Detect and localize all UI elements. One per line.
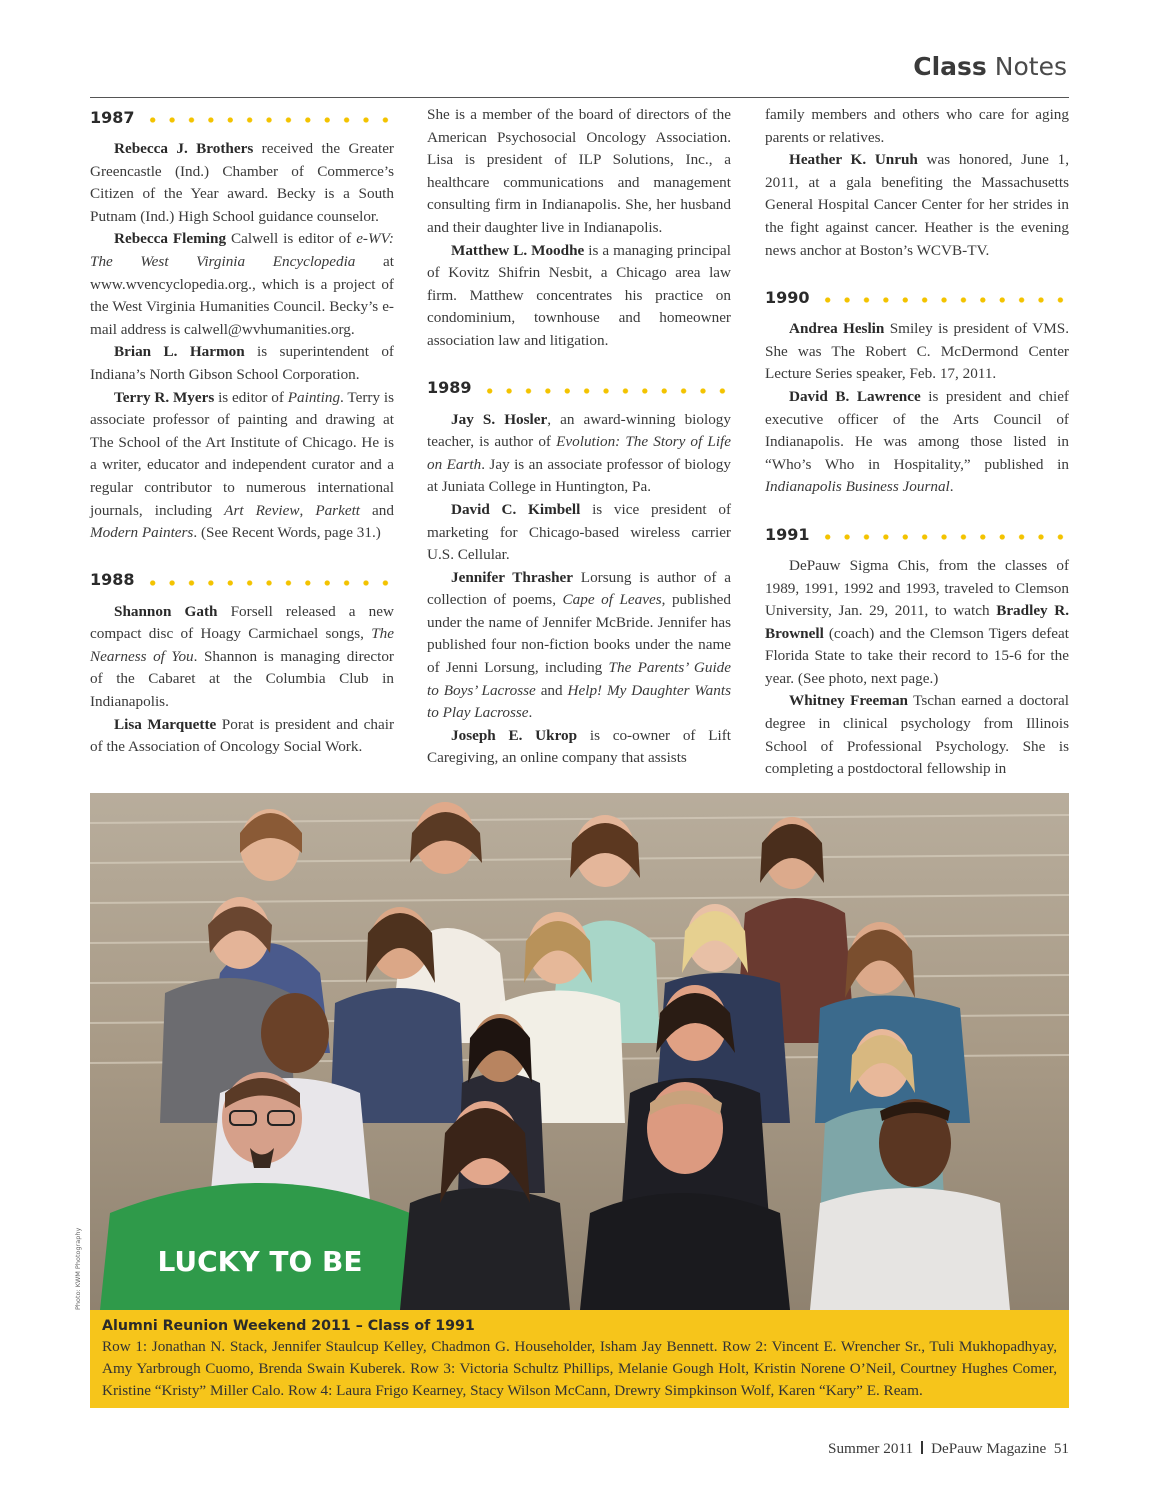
alumni-name: Lisa Marquette (114, 715, 217, 733)
caption-title: Alumni Reunion Weekend 2011 – Class of 1991 (102, 1318, 475, 1334)
publication-title: Art Review (224, 501, 300, 519)
year-label: 1989 (427, 378, 472, 398)
footer-season: Summer 2011 (828, 1440, 914, 1457)
note-text: is a managing principal of Kovitz Shifrin Nesbit, a Chicago area law firm. Matthew concentrates his practice on condominium, townhouse and homeowner association law and litigation. (427, 241, 731, 349)
year-heading-1989 (427, 375, 731, 403)
note-text: . Jay is an associate professor of biology at Juniata College in Huntington, Pa. (427, 455, 731, 496)
alumni-name: Brian L. Harmon (114, 343, 245, 361)
class-note (90, 714, 394, 759)
publication-title: Parkett (315, 501, 361, 519)
note-text: and (535, 681, 568, 699)
note-text: , published under the name of Jennifer McBride. Jennifer has published four non-fiction books under the name of Jenni Lorsung, including (427, 591, 732, 677)
note-text: is editor of (214, 388, 288, 406)
class-note (90, 387, 394, 545)
alumni-name: Heather K. Unruh (789, 151, 918, 169)
publication-title: Cape of Leaves (562, 591, 662, 609)
note-text: Lorsung is author of a collection of poems, (427, 568, 731, 609)
publication-title: e-WV: The West Virginia Encyclopedia (90, 230, 394, 270)
header-rule (90, 97, 1069, 98)
year-heading-1988 (90, 567, 394, 595)
note-text: is vice president of marketing for Chicago-based wireless carrier U.S. Cellular. (427, 500, 732, 564)
publication-title: The Nearness of You (90, 625, 394, 665)
note-text: . (949, 478, 954, 496)
photo-credit (74, 1227, 88, 1310)
year-label: 1990 (765, 287, 810, 307)
note-text: is president and chief executive officer of the Arts Council of Indianapolis. He was among those listed in “Who’s Who in Hospitality,” published in (765, 387, 1069, 473)
year-heading-1987 (90, 104, 394, 132)
page-number: 51 (1053, 1440, 1069, 1457)
note-text: , (299, 501, 316, 519)
note-text: . (528, 704, 533, 722)
alumni-name: Terry R. Myers (114, 388, 215, 406)
shirt-text: LUCKY TO BE (157, 1245, 363, 1278)
publication-title: The Parents’ Guide to Boys’ Lacrosse (427, 659, 731, 699)
class-note (427, 499, 731, 567)
header-title-bold: Class (913, 52, 987, 81)
note-text: is co-owner of Lift Caregiving, an online company that assists (427, 726, 731, 767)
publication-title: Painting (287, 388, 341, 406)
alumni-name: Joseph E. Ukrop (451, 726, 578, 744)
class-note (427, 725, 731, 770)
class-note (90, 601, 394, 714)
photo-caption (90, 1310, 1069, 1408)
class-note (90, 228, 394, 341)
publication-title: Indianapolis Business Journal (765, 478, 950, 496)
class-note (765, 318, 1069, 386)
note-text: Tschan earned a doctoral degree in clinical psychology from Illinois School of Professional Psychology. She is completing a postdoctoral fellowship in (765, 692, 1069, 778)
note-text: was honored, June 1, 2011, at a gala benefiting the Massachusetts General Hospital Cancer Center for her strides in the fight against cancer. Heather is the evening news anchor at Boston’s WCVB-TV. (765, 151, 1069, 259)
alumni-name: Bradley R. Brownell (765, 602, 1070, 642)
note-text: at www.wvencyclopedia.org., which is a project of the West Virginia Humanities Council. Becky’s e-mail address is calwell@wvhumanities.org. (90, 252, 394, 338)
year-label: 1987 (90, 107, 135, 127)
alumni-name: Jennifer Thrasher (451, 568, 573, 586)
column-1 (90, 104, 394, 759)
note-text: DePauw Sigma Chis, from the classes of 1989, 1991, 1992 and 1993, traveled to Clemson University, Jan. 29, 2011, to watch (765, 556, 1069, 620)
dot-leader (480, 387, 731, 395)
alumni-name: Whitney Freeman (789, 692, 908, 710)
alumni-name: Jay S. Hosler (451, 410, 548, 428)
note-text: Porat is president and chair of the Association of Oncology Social Work. (90, 715, 394, 756)
page-footer (828, 1440, 1069, 1458)
note-text: Calwell is editor of (226, 230, 357, 248)
header-title-rest: Notes (994, 52, 1067, 81)
note-text: Forsell released a new compact disc of Hoagy Carmichael songs, (90, 602, 394, 643)
year-label: 1988 (90, 570, 135, 590)
publication-title: Modern Painters (90, 524, 194, 542)
column-2 (427, 104, 731, 770)
publication-title: Help! My Daughter Wants to Play Lacrosse (427, 681, 731, 722)
class-note (427, 240, 731, 353)
class-note-continued (427, 104, 731, 240)
caption-text: Row 1: Jonathan N. Stack, Jennifer Staulcup Kelley, Chadmon G. Householder, Isham Jay Bennett. Row 2: Vincent E. Wrencher Sr., Tuli Mukhopadhyay, Amy Yarbrough Cuomo, Brenda Swain Kuberek. Row 3: Victoria Schultz Phillips, Melanie Gough Holt, Kristin Norene O’Neil, Courtney Hughes Comer, Kristine “Kristy” Miller Calo. Row 4: Laura Frigo Kearney, Stacy Wilson McCann, Drewry Simpkinson Wolf, Karen “Kary” E. Ream. (102, 1338, 1057, 1399)
class-note (765, 690, 1069, 780)
note-text: (coach) and the Clemson Tigers defeat Florida State to take their record to 15-6 for the year. (See photo, next page.) (765, 624, 1069, 687)
dot-leader (818, 296, 1069, 304)
dot-leader (143, 116, 394, 124)
section-header (913, 52, 1067, 81)
note-text: . Shannon is managing director of the Cabaret at the Columbia Club in Indianapolis. (90, 647, 394, 711)
class-note (765, 386, 1069, 499)
class-note (427, 567, 731, 725)
note-text: , an award-winning biology teacher, is author of (427, 410, 731, 451)
year-label: 1991 (765, 524, 810, 544)
photo-credit-text: Photo: KWM Photography (74, 1227, 82, 1310)
column-3 (765, 104, 1069, 781)
note-text: and (360, 501, 394, 519)
note-text: received the Greater Greencastle (Ind.) Chamber of Commerce’s Citizen of the Year award. Becky is a South Putnam (Ind.) High School guidance counselor. (90, 140, 394, 225)
class-note-continued (765, 104, 1069, 149)
note-text: is superintendent of Indiana’s North Gibson School Corporation. (90, 343, 394, 383)
note-text: . (See Recent Words, page 31.) (193, 524, 381, 542)
dot-leader (143, 579, 394, 587)
footer-magazine: DePauw Magazine (931, 1440, 1047, 1457)
class-note (427, 409, 731, 499)
group-photo (90, 793, 1069, 1310)
alumni-name: Rebecca J. Brothers (114, 140, 254, 157)
alumni-name: Matthew L. Moodhe (451, 241, 585, 259)
note-text: family members and others who care for aging parents or relatives. (765, 106, 1069, 146)
alumni-name: David B. Lawrence (789, 387, 921, 405)
footer-separator (921, 1441, 923, 1454)
class-note (765, 149, 1069, 262)
year-heading-1991 (765, 521, 1069, 549)
dot-leader (818, 533, 1069, 541)
note-text: She is a member of the board of directors of the American Psychosocial Oncology Association. Lisa is president of ILP Solutions, Inc., a healthcare communications and management consulting firm in Indianapolis. She, her husband and their daughter live in Indianapolis. (427, 106, 731, 236)
note-text: Smiley is president of VMS. She was The Robert C. McDermond Center Lecture Series speaker, Feb. 17, 2011. (765, 320, 1069, 383)
class-note (90, 138, 394, 228)
alumni-name: Rebecca Fleming (114, 230, 227, 248)
alumni-name: David C. Kimbell (451, 500, 581, 518)
class-note (90, 341, 394, 386)
publication-title: Evolution: The Story of Life on Earth (427, 433, 731, 473)
year-heading-1990 (765, 284, 1069, 312)
alumni-name: Andrea Heslin (789, 320, 885, 338)
note-text: . Terry is associate professor of painting and drawing at The School of the Art Institute of Chicago. He is a writer, educator and independent curator and a regular contributor to numerous international journals, including (90, 388, 394, 519)
alumni-name: Shannon Gath (114, 602, 218, 620)
class-note (765, 555, 1069, 691)
